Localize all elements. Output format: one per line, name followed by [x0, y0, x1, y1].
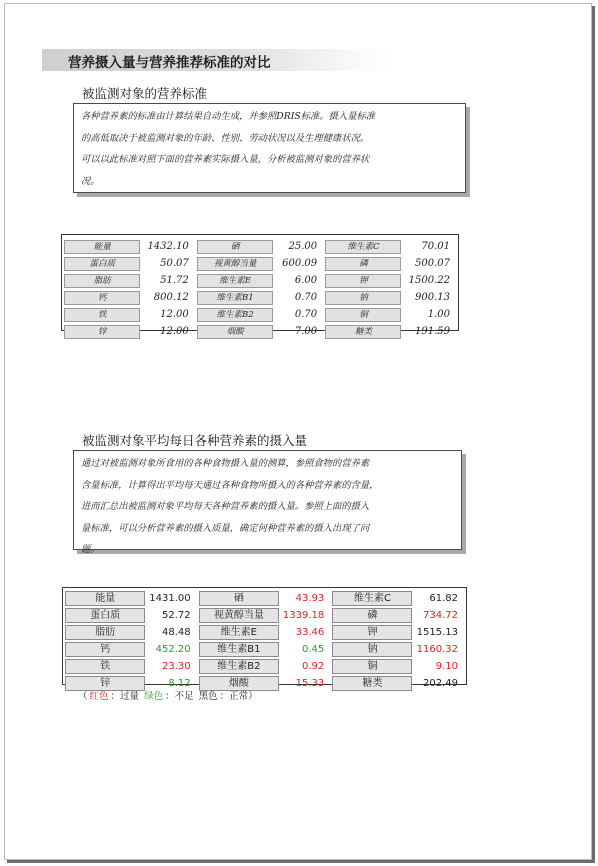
description-line: 况。: [81, 175, 100, 187]
intake-table: [62, 587, 467, 689]
nutrient-value: 23.30: [162, 661, 191, 672]
nutrient-value: 0.70: [294, 292, 318, 303]
description-line: 通过对被监测对象所食用的各种食物摄入量的测算，参照食物的营养素: [81, 458, 370, 469]
nutrient-label: 钾: [332, 625, 412, 640]
nutrient-label: 锌: [65, 676, 145, 691]
nutrient-label: 硒: [199, 591, 279, 606]
nutrient-label: 钙: [65, 642, 145, 657]
nutrient-value: 12.00: [160, 326, 189, 337]
table-row: [64, 323, 458, 340]
nutrient-label: 磷: [332, 608, 412, 623]
nutrient-label: 锌: [64, 325, 140, 339]
nutrient-value: 8.12: [168, 678, 191, 689]
table-row: [65, 590, 466, 607]
legend-red-label: 红色: [89, 691, 109, 702]
description-line: 量标准，可以分析营养素的摄入质量，确定何种营养素的摄入出现了问: [81, 522, 370, 534]
legend-open: （: [78, 691, 88, 702]
legend-green-desc: ：不足: [165, 691, 194, 702]
nutrient-label: 维生素B1: [197, 291, 273, 305]
nutrient-value: 191.59: [415, 326, 450, 337]
nutrient-value: 1.00: [427, 309, 450, 320]
nutrient-label: 钾: [325, 274, 401, 288]
nutrient-label: 钙: [64, 291, 140, 305]
nutrient-value: 7.00: [294, 326, 318, 337]
nutrient-value: 51.72: [160, 275, 189, 286]
nutrient-value: 500.07: [415, 258, 450, 269]
nutrient-label: 脂肪: [64, 274, 140, 288]
legend-red-desc: ：过量: [110, 691, 140, 702]
nutrient-label: 糖类: [325, 325, 401, 339]
nutrient-value: 1432.10: [147, 241, 189, 252]
nutrient-label: 能量: [64, 240, 140, 254]
nutrient-value: 800.12: [153, 292, 189, 303]
nutrient-label: 维生素E: [197, 274, 273, 288]
nutrient-value: 1515.13: [416, 627, 458, 638]
nutrient-value: 0.70: [294, 309, 318, 320]
table-row: [65, 658, 466, 675]
nutrient-label: 磷: [325, 257, 401, 271]
nutrient-value: 50.07: [160, 258, 189, 269]
nutrient-value: 900.13: [415, 292, 450, 303]
description-line: 进而汇总出被监测对象平均每天各种营养素的摄入量。参照上面的摄入: [81, 501, 370, 512]
table-row: [65, 624, 466, 641]
table-row: [64, 272, 458, 289]
nutrient-label: 维生素B1: [199, 642, 279, 657]
section1-description: [73, 103, 466, 193]
nutrient-label: 维生素C: [332, 591, 412, 606]
color-legend: [78, 688, 260, 702]
nutrient-value: 43.93: [295, 593, 325, 604]
nutrient-label: 视黄醇当量: [199, 608, 279, 623]
nutrient-label: 烟酸: [199, 676, 279, 691]
nutrient-label: 维生素B2: [199, 659, 279, 674]
nutrient-label: 烟酸: [197, 325, 273, 339]
nutrient-value: 48.48: [162, 627, 191, 638]
nutrient-label: 能量: [65, 591, 145, 606]
nutrient-value: 6.00: [294, 275, 318, 286]
nutrient-label: 钠: [332, 642, 412, 657]
table-row: [65, 641, 466, 658]
description-line: 含量标准，计算得出平均每天通过各种食物所摄入的各种营养素的含量，: [81, 479, 379, 491]
nutrient-value: 0.45: [302, 644, 325, 655]
nutrient-value: 52.72: [162, 610, 191, 621]
nutrient-value: 1339.18: [282, 610, 325, 621]
nutrient-value: 25.00: [288, 241, 318, 252]
nutrient-value: 9.10: [435, 661, 458, 672]
nutrient-label: 铁: [64, 308, 140, 322]
nutrient-value: 61.82: [429, 593, 458, 604]
nutrient-label: 硒: [197, 240, 273, 254]
section2-description: [73, 450, 462, 555]
table-row: [65, 607, 466, 624]
section2-heading: 被监测对象平均每日各种营养素的摄入量: [82, 433, 308, 448]
nutrient-label: 蛋白质: [64, 257, 140, 271]
nutrient-value: 1431.00: [149, 593, 191, 604]
description-line: 题。: [81, 544, 100, 555]
description-line: 可以以此标准对照下面的营养素实际摄入量，分析被监测对象的营养状: [81, 154, 370, 165]
table-row: [64, 306, 458, 323]
nutrient-label: 脂肪: [65, 625, 145, 640]
nutrient-label: 糖类: [332, 676, 412, 691]
legend-black-desc: ：正常）: [219, 691, 258, 702]
nutrient-label: 维生素C: [325, 240, 401, 254]
legend-green-label: 绿色: [144, 691, 164, 702]
nutrient-value: 12.00: [160, 309, 189, 320]
nutrient-label: 铜: [332, 659, 412, 674]
standard-table: [61, 234, 459, 337]
nutrient-label: 铜: [325, 308, 401, 322]
table-row: [64, 238, 458, 255]
legend-black-label: 黑色: [198, 691, 218, 702]
nutrient-value: 452.20: [155, 644, 191, 655]
page-title: 营养摄入量与营养推荐标准的对比: [68, 55, 271, 71]
section1-heading: 被监测对象的营养标准: [82, 86, 208, 101]
nutrient-label: 铁: [65, 659, 145, 674]
nutrient-value: 0.92: [302, 661, 325, 672]
nutrient-value: 1160.32: [416, 644, 458, 655]
nutrient-value: 15.33: [295, 678, 325, 689]
table-row: [64, 289, 458, 306]
nutrient-value: 70.01: [421, 241, 450, 252]
nutrient-label: 视黄醇当量: [197, 257, 273, 271]
nutrient-label: 蛋白质: [65, 608, 145, 623]
nutrient-value: 1500.22: [408, 275, 450, 286]
nutrient-label: 钠: [325, 291, 401, 305]
table-row: [64, 255, 458, 272]
description-line: 的高低取决于被监测对象的年龄、性别、劳动状况以及生理健康状况。: [81, 132, 370, 144]
description-line: 各种营养素的标准由计算结果自动生成，并参照DRIS标准。摄入量标准: [81, 111, 376, 122]
nutrient-value: 734.72: [423, 610, 458, 621]
nutrient-value: 202.49: [423, 678, 458, 689]
nutrient-label: 维生素E: [199, 625, 279, 640]
nutrient-value: 33.46: [295, 627, 325, 638]
nutrient-label: 维生素B2: [197, 308, 273, 322]
nutrient-value: 600.09: [282, 258, 318, 269]
